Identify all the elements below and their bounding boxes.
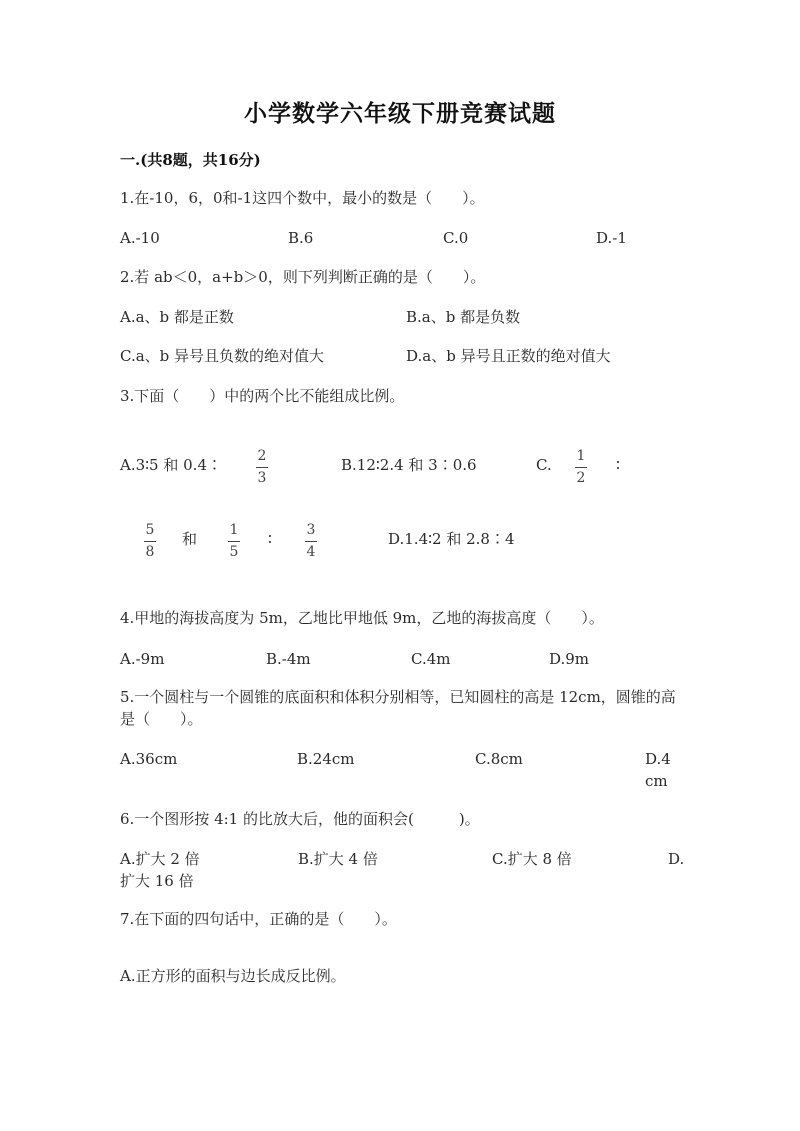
question-4-option-b: B.-4m xyxy=(266,650,311,668)
question-3-stem: 3.下面（ ）中的两个比不能组成比例。 xyxy=(120,387,405,405)
question-2-option-b: B.a、b 都是负数 xyxy=(406,308,521,326)
question-5-option-b: B.24cm xyxy=(297,750,355,768)
question-5-option-a: A.36cm xyxy=(120,750,178,768)
fraction-bar xyxy=(305,541,317,542)
fraction-five-eighths xyxy=(144,523,156,560)
page-title: 小学数学六年级下册竞赛试题 xyxy=(244,100,556,127)
question-4-stem: 4.甲地的海拔高度为 5m，乙地比甲地低 9m，乙地的海拔高度（ ）。 xyxy=(120,609,604,627)
question-3-option-a: A.3∶5 和 0.4∶ xyxy=(120,456,222,474)
fraction-bar xyxy=(144,541,156,542)
question-2-option-a: A.a、b 都是正数 xyxy=(120,308,234,326)
fraction-numerator: 1 xyxy=(229,522,239,538)
fraction-one-fifth xyxy=(228,523,240,560)
question-3-option-b: B.12∶2.4 和 3∶0.6 xyxy=(341,456,477,474)
section-heading: 一.(共8题，共16分) xyxy=(120,151,261,169)
question-2-stem: 2.若 ab＜0，a+b＞0，则下列判断正确的是（ ）。 xyxy=(120,268,486,286)
question-1-option-d: D.-1 xyxy=(596,229,627,247)
question-6-option-a: A.扩大 2 倍 xyxy=(120,850,200,868)
ratio-colon: ∶ xyxy=(616,456,620,474)
fraction-denominator: 2 xyxy=(576,470,586,486)
question-6-stem: 6.一个图形按 4:1 的比放大后，他的面积会( )。 xyxy=(120,810,480,828)
conjunction-and: 和 xyxy=(182,530,198,548)
fraction-denominator: 8 xyxy=(145,544,155,560)
question-4-option-a: A.-9m xyxy=(120,650,165,668)
fraction-one-half xyxy=(575,449,587,486)
question-2-option-d: D.a、b 异号且正数的绝对值大 xyxy=(406,347,611,365)
question-7-stem: 7.在下面的四句话中，正确的是（ ）。 xyxy=(120,910,397,928)
question-1-stem: 1.在-10，6，0和-1这四个数中，最小的数是（ ）。 xyxy=(120,189,485,207)
fraction-denominator: 3 xyxy=(257,470,267,486)
fraction-three-quarters xyxy=(305,523,317,560)
question-4-option-d: D.9m xyxy=(549,650,590,668)
question-6-option-c: C.扩大 8 倍 xyxy=(492,850,572,868)
question-3-option-c: C. xyxy=(536,456,552,474)
question-1-option-c: C.0 xyxy=(443,229,469,247)
fraction-numerator: 1 xyxy=(576,448,586,464)
fraction-bar xyxy=(575,467,587,468)
fraction-numerator: 3 xyxy=(306,522,316,538)
question-5-option-c: C.8cm xyxy=(475,750,523,768)
fraction-two-thirds xyxy=(256,449,268,486)
question-2-option-c: C.a、b 异号且负数的绝对值大 xyxy=(120,347,325,365)
question-5-stem: 5.一个圆柱与一个圆锥的底面积和体积分别相等，已知圆柱的高是 12cm，圆锥的高是（ ）。 xyxy=(120,688,676,728)
fraction-numerator: 2 xyxy=(257,448,267,464)
question-4-option-c: C.4m xyxy=(411,650,451,668)
question-1-option-b: B.6 xyxy=(288,229,314,247)
fraction-bar xyxy=(256,467,268,468)
question-3-option-d: D.1.4∶2 和 2.8∶4 xyxy=(388,530,515,548)
fraction-bar xyxy=(228,541,240,542)
question-6-option-d: D.扩大 16 倍 xyxy=(120,850,685,890)
fraction-denominator: 4 xyxy=(306,544,316,560)
question-6-option-b: B.扩大 4 倍 xyxy=(298,850,378,868)
question-5-option-d: D.4cm xyxy=(645,750,671,790)
question-7-option-a: A.正方形的面积与边长成反比例。 xyxy=(120,967,346,985)
question-1-option-a: A.-10 xyxy=(120,229,160,247)
ratio-colon: ∶ xyxy=(268,530,272,548)
fraction-denominator: 5 xyxy=(229,544,239,560)
fraction-numerator: 5 xyxy=(145,522,155,538)
